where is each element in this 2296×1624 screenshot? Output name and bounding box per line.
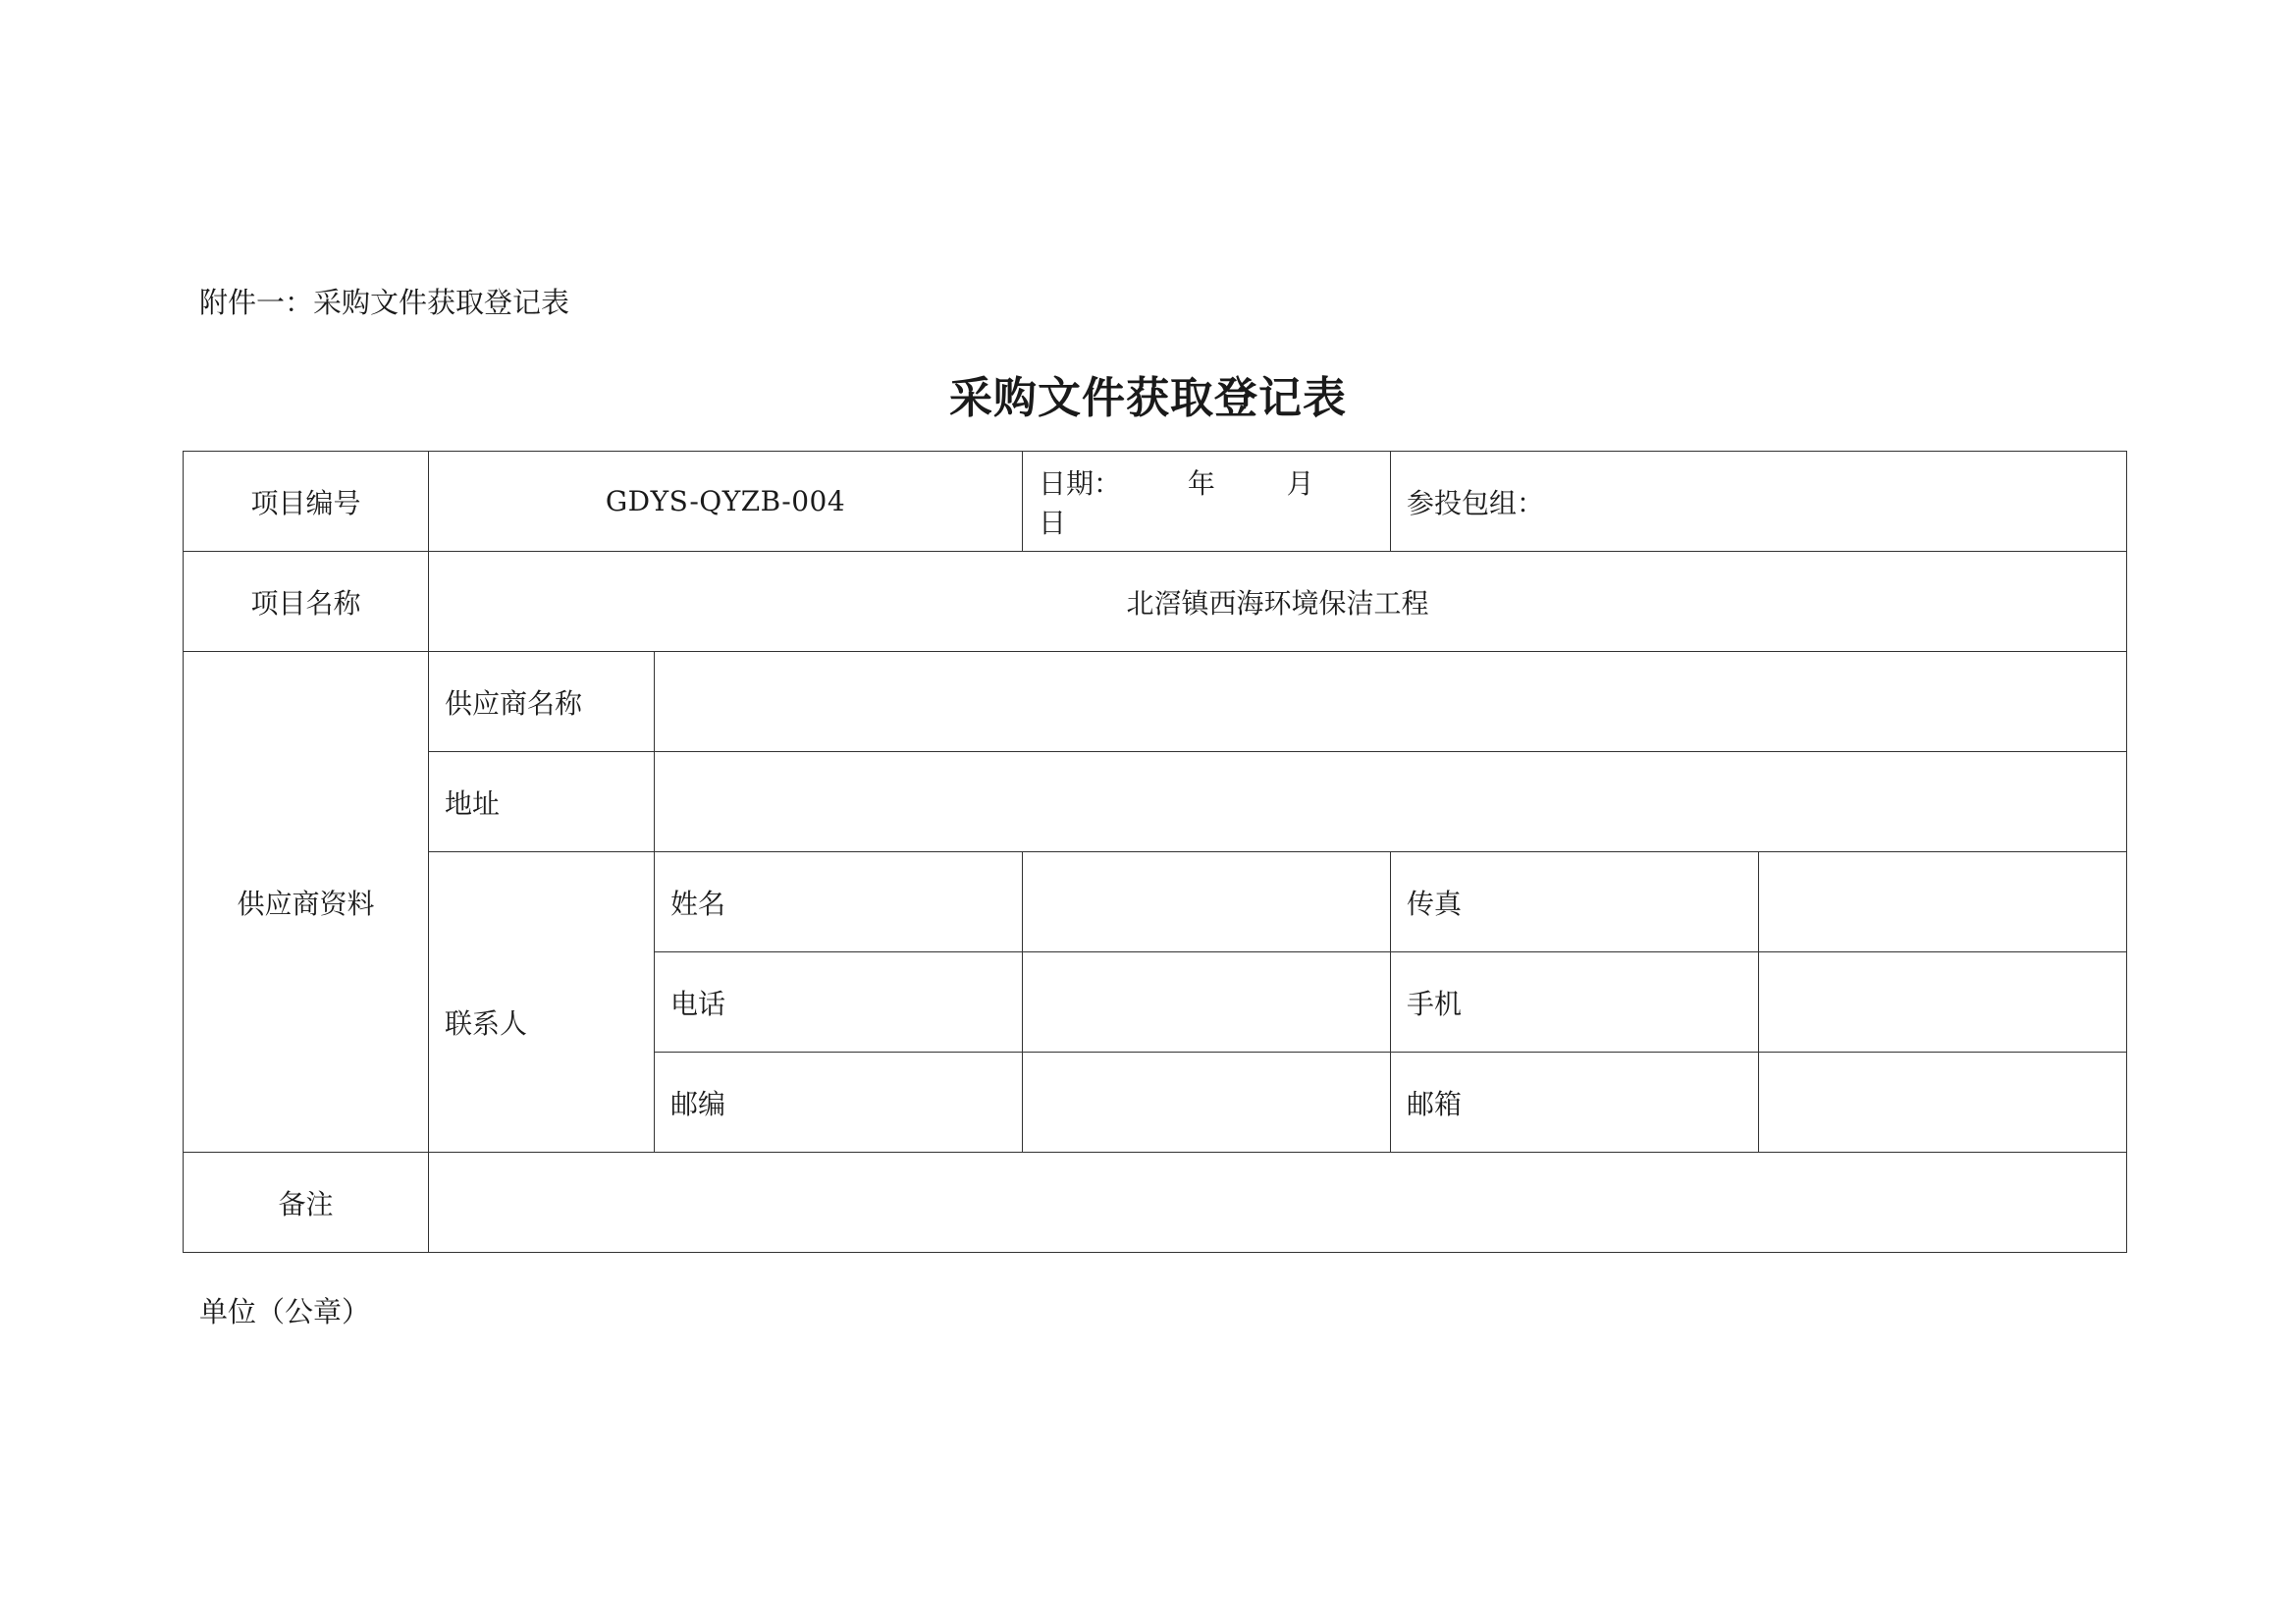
email-label: 邮箱 <box>1391 1053 1759 1153</box>
project-name-label: 项目名称 <box>184 552 429 652</box>
remarks-field[interactable] <box>429 1153 2127 1253</box>
date-year-label: 年 <box>1187 466 1215 500</box>
row-supplier-name <box>184 652 2127 752</box>
postcode-field[interactable] <box>1023 1053 1391 1153</box>
address-field[interactable] <box>655 752 2127 852</box>
fax-label: 传真 <box>1391 852 1759 952</box>
package-label: 参投包组： <box>1407 486 1545 519</box>
date-month-label: 月 <box>1286 466 1314 500</box>
project-number-label: 项目编号 <box>184 452 429 552</box>
phone-label: 电话 <box>655 952 1023 1053</box>
fax-field[interactable] <box>1759 852 2127 952</box>
mobile-label: 手机 <box>1391 952 1759 1053</box>
seal-caption: 单位（公章） <box>199 1295 371 1328</box>
contact-name-field[interactable] <box>1023 852 1391 952</box>
email-field[interactable] <box>1759 1053 2127 1153</box>
registration-table <box>183 451 2127 1253</box>
phone-field[interactable] <box>1023 952 1391 1053</box>
supplier-info-label: 供应商资料 <box>184 652 429 1153</box>
date-day-label: 日 <box>1039 506 1067 539</box>
row-project-name <box>184 552 2127 652</box>
mobile-field[interactable] <box>1759 952 2127 1053</box>
attachment-caption: 附件一：采购文件获取登记表 <box>199 286 570 319</box>
remarks-label: 备注 <box>184 1153 429 1253</box>
project-name-value: 北滘镇西海环境保洁工程 <box>429 552 2127 652</box>
contact-name-label: 姓名 <box>655 852 1023 952</box>
package-field[interactable] <box>1391 452 2127 552</box>
contact-person-label: 联系人 <box>429 852 655 1153</box>
postcode-label: 邮编 <box>655 1053 1023 1153</box>
form-title: 采购文件获取登记表 <box>949 373 1347 423</box>
row-remarks <box>184 1153 2127 1253</box>
date-field[interactable] <box>1023 452 1391 552</box>
row-project-number <box>184 452 2127 552</box>
row-contact-name <box>184 852 2127 952</box>
supplier-name-field[interactable] <box>655 652 2127 752</box>
address-label: 地址 <box>429 752 655 852</box>
project-number-value: GDYS-QYZB-004 <box>429 452 1023 552</box>
date-label: 日期： <box>1039 466 1122 500</box>
row-address <box>184 752 2127 852</box>
supplier-name-label: 供应商名称 <box>429 652 655 752</box>
